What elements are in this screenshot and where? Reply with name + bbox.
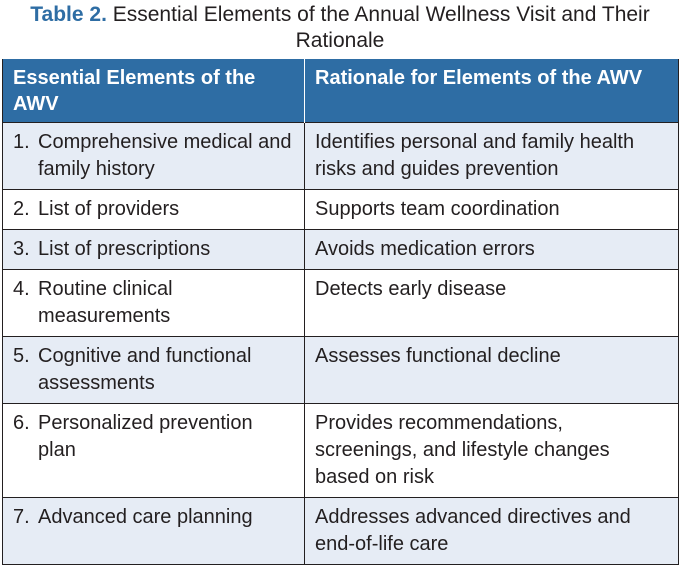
- rationale-cell: Avoids medication errors: [305, 230, 679, 270]
- header-rationale: Rationale for Elements of the AWV: [305, 59, 679, 123]
- element-cell: [3, 404, 305, 498]
- element-text: Comprehensive medical and family history: [38, 131, 292, 180]
- element-text: List of prescriptions: [38, 238, 211, 260]
- element-cell: [3, 190, 305, 230]
- element-cell: [3, 337, 305, 404]
- table-row: [3, 230, 679, 270]
- rationale-cell: Provides recommendations, screenings, and lifestyle changes based on risk: [305, 404, 679, 498]
- element-cell: [3, 230, 305, 270]
- table-caption: [0, 2, 680, 54]
- header-elements: Essential Elements of the AWV: [3, 59, 305, 123]
- table-row: [3, 498, 679, 565]
- table-row: [3, 337, 679, 404]
- item-number: 6.: [13, 412, 30, 434]
- rationale-cell: Identifies personal and family health risks and guides prevention: [305, 123, 679, 190]
- table-row: [3, 123, 679, 190]
- element-text: Cognitive and functional assessments: [38, 345, 252, 394]
- header-row: [3, 59, 679, 123]
- table-row: [3, 404, 679, 498]
- table-label: Table 2.: [30, 3, 107, 26]
- item-number: 2.: [13, 198, 30, 220]
- element-text: List of providers: [38, 198, 180, 220]
- table-row: [3, 270, 679, 337]
- element-cell: [3, 498, 305, 565]
- item-number: 1.: [13, 131, 30, 153]
- element-cell: [3, 123, 305, 190]
- rationale-cell: Assesses functional decline: [305, 337, 679, 404]
- table-title: Essential Elements of the Annual Wellness Visit and Their Rationale: [112, 3, 650, 52]
- table-row: [3, 190, 679, 230]
- item-number: 4.: [13, 278, 30, 300]
- rationale-cell: Addresses advanced directives and end-of-life care: [305, 498, 679, 565]
- element-text: Routine clinical measurements: [38, 278, 173, 327]
- rationale-cell: Supports team coordination: [305, 190, 679, 230]
- rationale-cell: Detects early disease: [305, 270, 679, 337]
- element-cell: [3, 270, 305, 337]
- awv-elements-table: [2, 59, 679, 565]
- element-text: Advanced care planning: [38, 506, 253, 528]
- element-text: Personalized prevention plan: [38, 412, 253, 461]
- item-number: 3.: [13, 238, 30, 260]
- item-number: 7.: [13, 506, 30, 528]
- item-number: 5.: [13, 345, 30, 367]
